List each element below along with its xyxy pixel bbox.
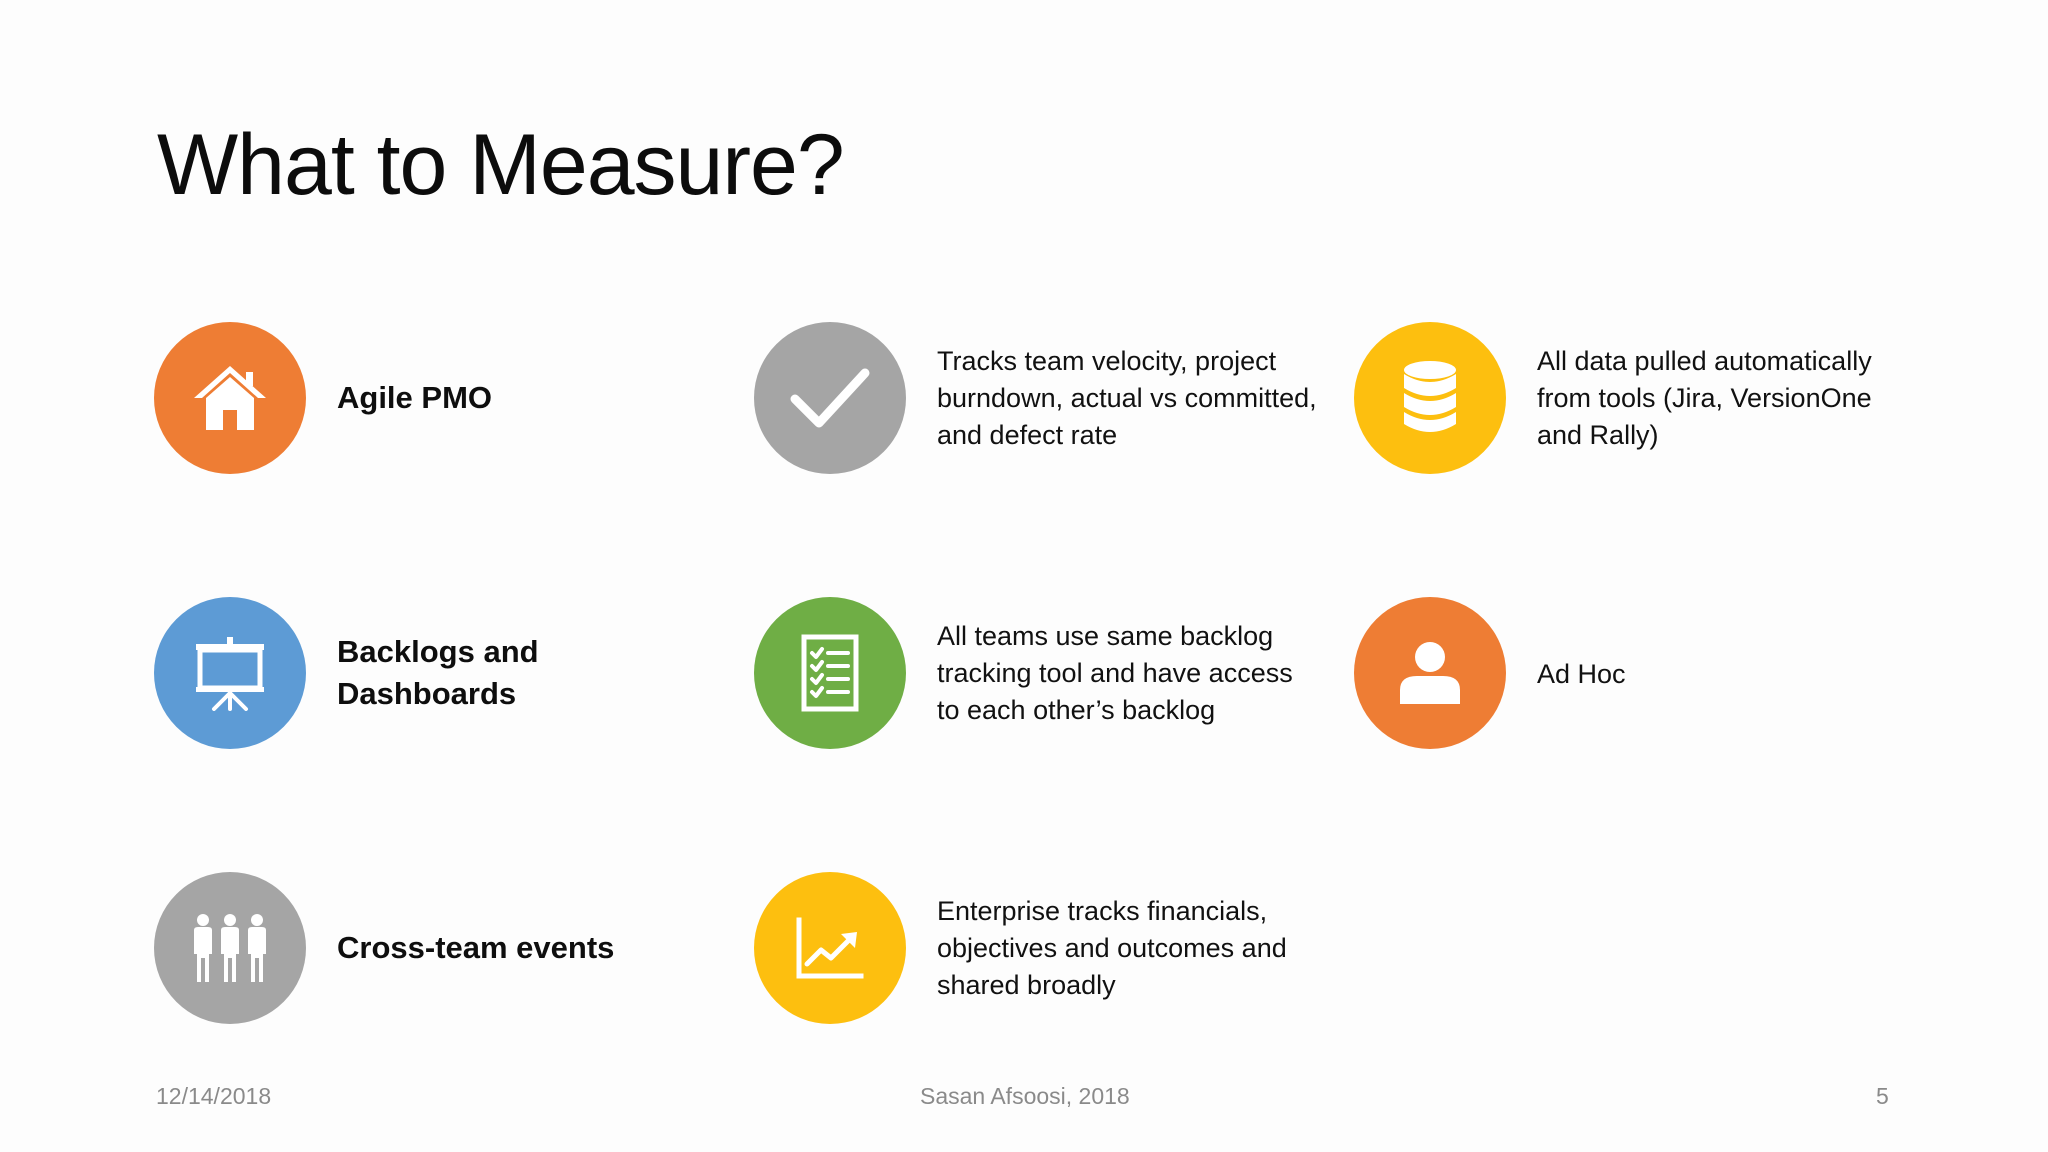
footer-date: 12/14/2018 [156,1083,272,1109]
footer-author: Sasan Afsoosi, 2018 [920,1083,1130,1109]
group-people-icon [154,872,306,1024]
same-backlog-text: All teams use same backlog tracking tool and have access to each other’s backlog [937,620,1293,725]
database-icon [1354,322,1506,474]
checklist-icon [754,597,906,749]
cross-team-events-label: Cross-team events [337,930,615,965]
slide-title: What to Measure? [157,117,844,213]
enterprise-tracks-text: Enterprise tracks financials, objectives and outcomes and shared broadly [937,895,1287,1000]
presentation-board-icon [154,597,306,749]
footer-page-number: 5 [1876,1083,1889,1109]
tracks-team-velocity-text: Tracks team velocity, project burndown, actual vs committed, and defect rate [937,345,1317,450]
checkmark-icon [754,322,906,474]
ad-hoc-text: Ad Hoc [1537,658,1626,689]
home-icon [154,322,306,474]
data-pulled-text: All data pulled automatically from tools (Jira, VersionOne and Rally) [1537,345,1872,450]
user-icon [1354,597,1506,749]
agile-pmo-label: Agile PMO [337,380,493,415]
line-chart-icon [754,872,906,1024]
backlogs-dashboards-label: Backlogs and Dashboards [337,634,539,711]
